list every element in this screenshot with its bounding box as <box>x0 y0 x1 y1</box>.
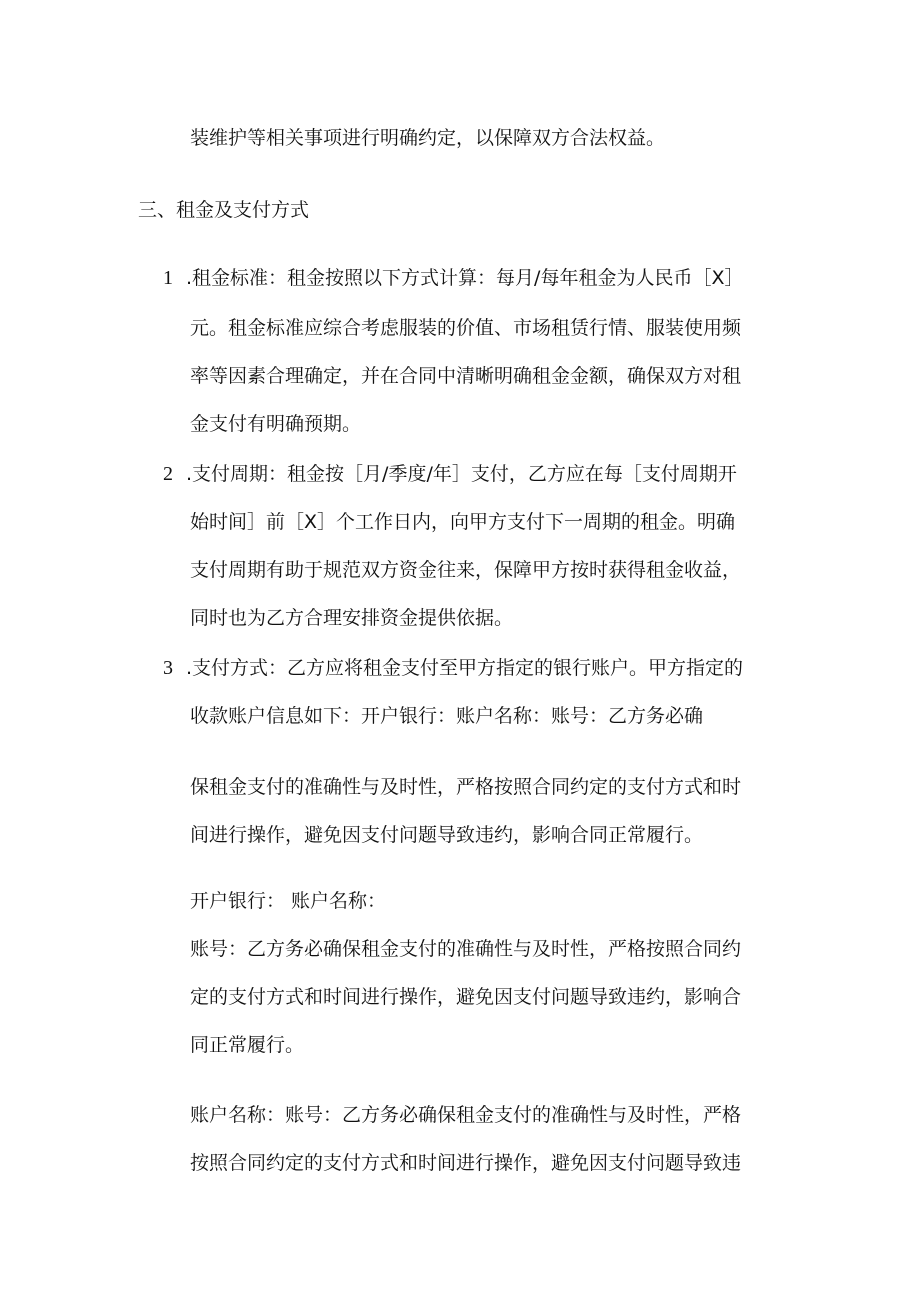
section-heading: 三、租金及支付方式 <box>138 199 310 221</box>
item-2-line-1: .支付周期：租金按［月/季度/年］支付，乙方应在每［支付周期开 <box>186 463 737 485</box>
paragraph-b-line-2: 账号：乙方务必确保租金支付的准确性与及时性，严格按照合同约 <box>190 938 742 960</box>
item-3-line-1: .支付方式：乙方应将租金支付至甲方指定的银行账户。甲方指定的 <box>186 657 744 679</box>
item-2-line-2: 始时间］前［X］个工作日内，向甲方支付下一周期的租金。明确 <box>190 511 736 533</box>
item-number-2: 2 <box>163 463 173 485</box>
item-3-line-2: 收款账户信息如下：开户银行：账户名称：账号：乙方务必确 <box>190 705 704 727</box>
item-2-line-4: 同时也为乙方合理安排资金提供依据。 <box>190 607 514 629</box>
item-2-line-3: 支付周期有助于规范双方资金往来，保障甲方按时获得租金收益， <box>190 559 742 581</box>
paragraph-b-line-3: 定的支付方式和时间进行操作，避免因支付问题导致违约，影响合 <box>190 986 742 1008</box>
item-1-line-1: .租金标准：租金按照以下方式计算：每月/每年租金为人民币［X］ <box>186 267 744 289</box>
paragraph-b-line-1: 开户银行： 账户名称： <box>190 890 387 912</box>
paragraph-c-line-1: 账户名称：账号：乙方务必确保租金支付的准确性与及时性，严格 <box>190 1104 742 1126</box>
item-1-line-4: 金支付有明确预期。 <box>190 413 362 435</box>
item-number-1: 1 <box>163 267 173 289</box>
paragraph-c-line-2: 按照合同约定的支付方式和时间进行操作，避免因支付问题导致违 <box>190 1152 742 1174</box>
paragraph-a-line-2: 间进行操作，避免因支付问题导致违约，影响合同正常履行。 <box>190 824 704 846</box>
item-1-line-2: 元。租金标准应综合考虑服装的价值、市场租赁行情、服装使用频 <box>190 317 742 339</box>
item-1-line-3: 率等因素合理确定，并在合同中清晰明确租金金额，确保双方对租 <box>190 365 742 387</box>
intro-line: 装维护等相关事项进行明确约定，以保障双方合法权益。 <box>190 127 666 149</box>
paragraph-b-line-4: 同正常履行。 <box>190 1034 305 1056</box>
item-number-3: 3 <box>163 657 173 679</box>
paragraph-a-line-1: 保租金支付的准确性与及时性，严格按照合同约定的支付方式和时 <box>190 776 742 798</box>
